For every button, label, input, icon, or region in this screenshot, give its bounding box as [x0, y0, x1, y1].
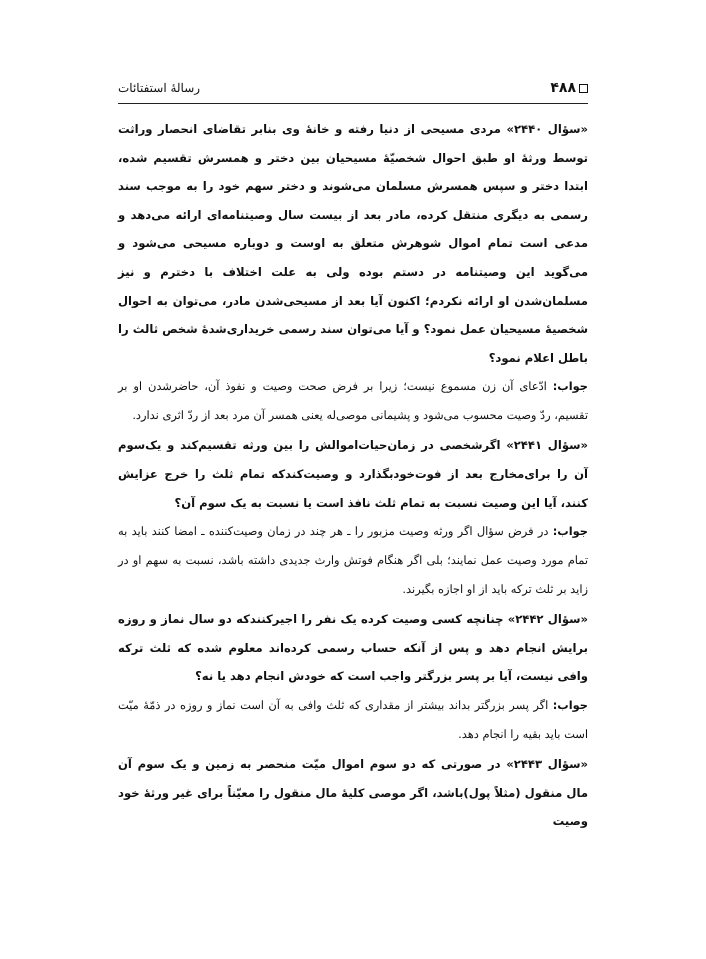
question-text: مردی مسیحی از دنیا رفته و خانهٔ وی بنابر تقاضای انحصار وراثت توسط ورثهٔ او طبق احوال شخصیّهٔ مسیحیان بین دختر و همسرش تقسیم شده، ابتدا دختر و سپس همسرش مسلمان می‌شوند و دختر سهم خود را به موجب سند رسمی به دیگری منتقل کرده، مادر بعد از بیست سال وصیتنامه‌ای ارائه می‌دهد و مدعی است تمام اموال شوهرش متعلق به اوست و دوباره مسیحی می‌شود و می‌گوید این وصیتنامه در دستم بوده ولی به علت اختلاف با دخترم و نیز مسلمان‌شدن او ارائه نکردم؛ اکنون آیا بعد از مسیحی‌شدن مادر، می‌توان به احوال شخصیهٔ مسیحیان عمل نمود؟ و آیا می‌توان سند رسمی خریداری‌شدهٔ شخص ثالث را باطل اعلام نمود؟ — [118, 122, 588, 365]
question-label: «سؤال ۲۴۴۲» — [507, 612, 588, 627]
question-label: «سؤال ۲۴۴۳» — [506, 756, 588, 771]
answer-label: جواب: — [552, 524, 588, 539]
page-content — [118, 115, 588, 836]
page-number-text: ۴۸۸ — [550, 80, 576, 96]
question-label: «سؤال ۲۴۴۰» — [506, 122, 588, 136]
question-2441 — [118, 431, 588, 517]
answer-text: در فرض سؤال اگر ورثه وصیت مزبور را ـ هر چند در زمان وصیت‌کننده ـ امضا کنند باید به تمام مورد وصیت عمل نمایند؛ بلی اگر هنگام فوتش وارث جدیدی داشته باشد، نسبت به سهم او در زاید بر ثلث ترکه باید از او اجازه بگیرند. — [118, 524, 588, 597]
question-2442 — [118, 605, 588, 691]
question-2440 — [118, 115, 588, 372]
book-title: رسالهٔ استفتائات — [118, 81, 201, 95]
answer-2441 — [118, 517, 588, 604]
question-2443 — [118, 750, 588, 836]
answer-text: اگر پسر بزرگتر بداند بیشتر از مقداری که ثلث وافی به آن است نماز و روزه در ذمّهٔ میّت است باید بقیه را انجام دهد. — [118, 697, 588, 741]
answer-2442 — [118, 691, 588, 749]
question-label: «سؤال ۲۴۴۱» — [506, 438, 588, 453]
answer-text: ادّعای آن زن مسموع نیست؛ زیرا بر فرض صحت وصیت و نفوذ آن، حاضرشدن او بر تقسیم، ردّ وصیت محسوب می‌شود و پشیمانی موصی‌له یعنی همسر آن مرد بعد از ردّ اثری ندارد. — [118, 379, 588, 423]
question-text: چنانچه کسی وصیت کرده یک نفر را اجیر‌کنندکه دو سال نماز و روزه برایش انجام دهد و پس از آنکه حساب رسمی کرده‌اند معلوم شده که ثلث ترکه وافی نیست، آیا بر پسر بزرگتر واجب است که خودش انجام دهد یا نه؟ — [118, 612, 588, 684]
square-bullet-icon — [579, 84, 588, 93]
page-number — [550, 78, 588, 98]
question-text: در صورتی که دو سوم اموال میّت منحصر به زمین و یک سوم آن مال منقول (مثلاً پول)باشد، اگر موصی کلیهٔ مال منقول را معیّناً برای غیر ورثهٔ خود وصیت — [118, 756, 588, 829]
page-header — [118, 78, 588, 102]
answer-label: جواب: — [552, 697, 588, 712]
answer-2440 — [118, 372, 588, 430]
answer-label: جواب: — [552, 379, 588, 394]
header-divider — [118, 103, 588, 104]
question-text: اگرشخصی در زمان‌حیات‌اموالش را بین ورثه تقسیم‌کند و یک‌سوم آن را برای‌مخارج بعد از فوت‌خودبگذارد و وصیت‌کند‌که تمام ثلث را خرج عزایش کنند، آیا این وصیت نسبت به تمام ثلث نافذ است یا نسبت به یک سوم آن؟ — [118, 438, 588, 510]
